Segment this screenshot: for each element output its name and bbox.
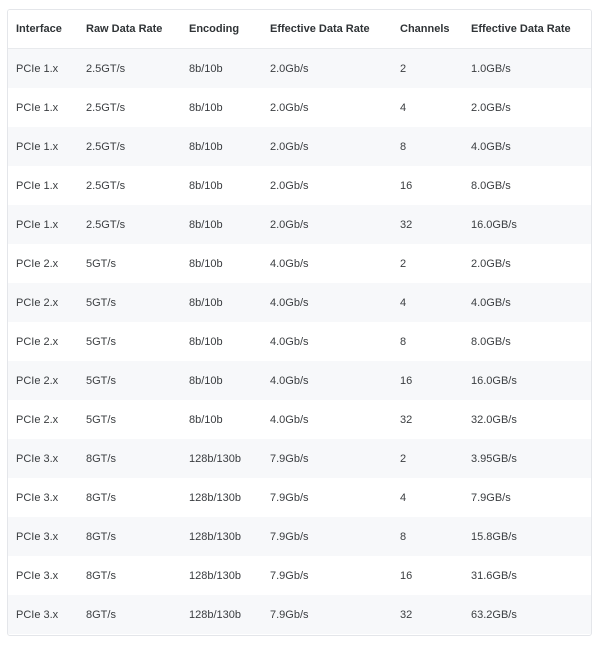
encoding-cell: 128b/130b [181,556,262,595]
effective-data-rate-cell: 2.0Gb/s [262,49,392,89]
total-data-rate-cell: 8.0GB/s [463,166,591,205]
encoding-cell: 8b/10b [181,400,262,439]
effective-data-rate-cell: 4.0Gb/s [262,400,392,439]
encoding-cell: 8b/10b [181,49,262,89]
total-data-rate-cell: 1.0GB/s [463,49,591,89]
table-row [8,166,591,205]
channels-cell: 16 [392,556,463,595]
interface-cell: PCIe 2.x [8,322,78,361]
total-data-rate-cell: 16.0GB/s [463,205,591,244]
table-row [8,517,591,556]
table-row [8,361,591,400]
interface-cell: PCIe 3.x [8,517,78,556]
total-data-rate-cell: 7.9GB/s [463,478,591,517]
encoding-cell: 8b/10b [181,283,262,322]
raw-data-rate-cell: 2.5GT/s [78,127,181,166]
table-row [8,127,591,166]
header-channels: Channels [392,10,463,49]
total-data-rate-cell: 32.0GB/s [463,400,591,439]
header-encoding: Encoding [181,10,262,49]
header-interface: Interface [8,10,78,49]
effective-data-rate-cell: 2.0Gb/s [262,88,392,127]
table-row [8,244,591,283]
effective-data-rate-cell: 4.0Gb/s [262,283,392,322]
effective-data-rate-cell: 4.0Gb/s [262,361,392,400]
interface-cell: PCIe 2.x [8,400,78,439]
channels-cell: 16 [392,361,463,400]
total-data-rate-cell: 4.0GB/s [463,127,591,166]
channels-cell: 8 [392,517,463,556]
raw-data-rate-cell: 8GT/s [78,595,181,634]
raw-data-rate-cell: 5GT/s [78,244,181,283]
table-row [8,88,591,127]
header-effective-data-rate-per-lane: Effective Data Rate [262,10,392,49]
encoding-cell: 8b/10b [181,244,262,283]
interface-cell: PCIe 2.x [8,244,78,283]
table-row [8,400,591,439]
channels-cell: 8 [392,127,463,166]
total-data-rate-cell: 15.8GB/s [463,517,591,556]
encoding-cell: 8b/10b [181,361,262,400]
channels-cell: 2 [392,244,463,283]
raw-data-rate-cell: 5GT/s [78,322,181,361]
encoding-cell: 128b/130b [181,478,262,517]
pcie-spec-table-container [7,9,592,636]
encoding-cell: 8b/10b [181,322,262,361]
effective-data-rate-cell: 4.0Gb/s [262,322,392,361]
total-data-rate-cell: 2.0GB/s [463,88,591,127]
header-effective-data-rate-total: Effective Data Rate [463,10,591,49]
channels-cell: 4 [392,478,463,517]
channels-cell: 4 [392,283,463,322]
channels-cell: 8 [392,322,463,361]
total-data-rate-cell: 2.0GB/s [463,244,591,283]
effective-data-rate-cell: 7.9Gb/s [262,517,392,556]
table-row [8,205,591,244]
interface-cell: PCIe 1.x [8,127,78,166]
interface-cell: PCIe 1.x [8,205,78,244]
encoding-cell: 128b/130b [181,517,262,556]
interface-cell: PCIe 1.x [8,49,78,89]
raw-data-rate-cell: 2.5GT/s [78,88,181,127]
channels-cell: 2 [392,49,463,89]
encoding-cell: 8b/10b [181,166,262,205]
raw-data-rate-cell: 2.5GT/s [78,49,181,89]
pcie-spec-table [8,10,591,634]
raw-data-rate-cell: 8GT/s [78,517,181,556]
encoding-cell: 8b/10b [181,127,262,166]
table-row [8,283,591,322]
interface-cell: PCIe 3.x [8,478,78,517]
effective-data-rate-cell: 2.0Gb/s [262,127,392,166]
effective-data-rate-cell: 2.0Gb/s [262,166,392,205]
encoding-cell: 128b/130b [181,439,262,478]
effective-data-rate-cell: 7.9Gb/s [262,478,392,517]
channels-cell: 32 [392,400,463,439]
table-row [8,556,591,595]
raw-data-rate-cell: 2.5GT/s [78,205,181,244]
raw-data-rate-cell: 8GT/s [78,478,181,517]
total-data-rate-cell: 63.2GB/s [463,595,591,634]
interface-cell: PCIe 1.x [8,88,78,127]
interface-cell: PCIe 2.x [8,361,78,400]
raw-data-rate-cell: 5GT/s [78,361,181,400]
raw-data-rate-cell: 8GT/s [78,556,181,595]
effective-data-rate-cell: 2.0Gb/s [262,205,392,244]
header-raw-data-rate: Raw Data Rate [78,10,181,49]
interface-cell: PCIe 2.x [8,283,78,322]
table-header [8,10,591,49]
raw-data-rate-cell: 8GT/s [78,439,181,478]
encoding-cell: 8b/10b [181,205,262,244]
channels-cell: 32 [392,595,463,634]
raw-data-rate-cell: 2.5GT/s [78,166,181,205]
total-data-rate-cell: 4.0GB/s [463,283,591,322]
table-row [8,439,591,478]
interface-cell: PCIe 3.x [8,595,78,634]
channels-cell: 2 [392,439,463,478]
effective-data-rate-cell: 7.9Gb/s [262,595,392,634]
interface-cell: PCIe 3.x [8,439,78,478]
table-row [8,322,591,361]
encoding-cell: 128b/130b [181,595,262,634]
table-row [8,49,591,89]
total-data-rate-cell: 3.95GB/s [463,439,591,478]
interface-cell: PCIe 3.x [8,556,78,595]
channels-cell: 4 [392,88,463,127]
raw-data-rate-cell: 5GT/s [78,283,181,322]
total-data-rate-cell: 31.6GB/s [463,556,591,595]
effective-data-rate-cell: 7.9Gb/s [262,439,392,478]
table-row [8,595,591,634]
effective-data-rate-cell: 7.9Gb/s [262,556,392,595]
raw-data-rate-cell: 5GT/s [78,400,181,439]
interface-cell: PCIe 1.x [8,166,78,205]
table-body [8,49,591,635]
total-data-rate-cell: 8.0GB/s [463,322,591,361]
table-row [8,478,591,517]
channels-cell: 32 [392,205,463,244]
effective-data-rate-cell: 4.0Gb/s [262,244,392,283]
total-data-rate-cell: 16.0GB/s [463,361,591,400]
header-row [8,10,591,49]
encoding-cell: 8b/10b [181,88,262,127]
channels-cell: 16 [392,166,463,205]
